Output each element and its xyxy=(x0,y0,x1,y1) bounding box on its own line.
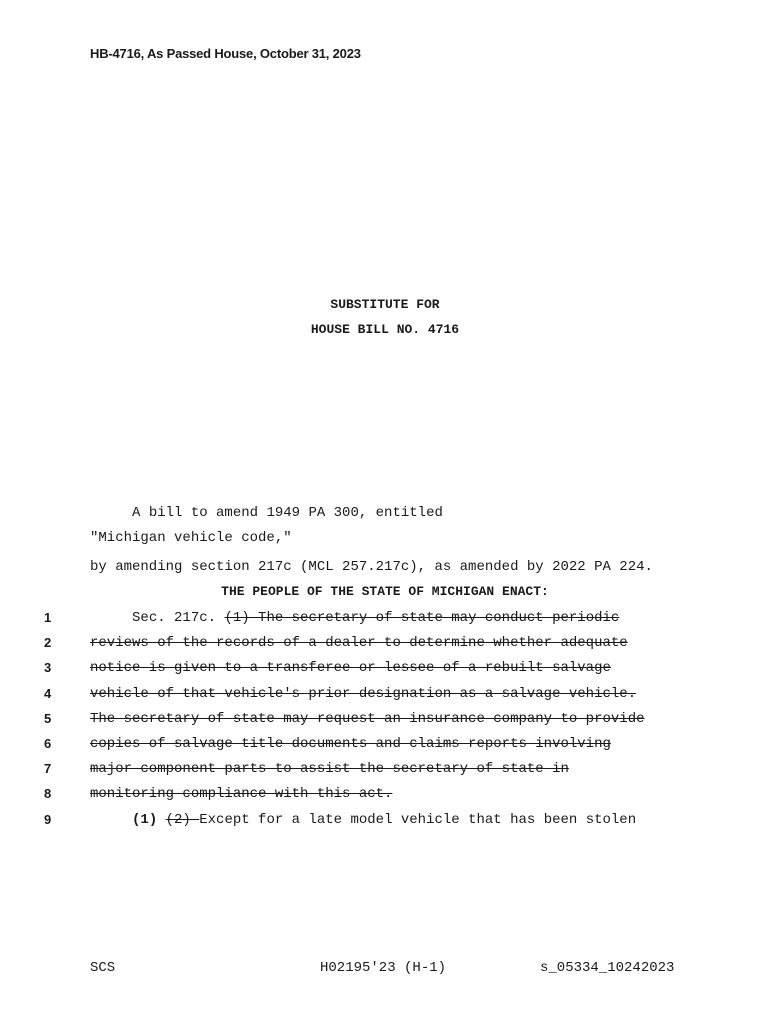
bill-line xyxy=(0,786,770,811)
enacting-clause: THE PEOPLE OF THE STATE OF MICHIGAN ENACT: xyxy=(221,584,549,599)
bill-line xyxy=(0,761,770,786)
section-label: Sec. 217c. xyxy=(132,610,225,626)
title-bill-number: HOUSE BILL NO. 4716 xyxy=(310,322,460,337)
line-number: 9 xyxy=(44,811,52,827)
line-text xyxy=(90,761,569,777)
line-number: 3 xyxy=(44,660,52,676)
bill-line xyxy=(0,812,770,837)
line-number: 1 xyxy=(44,610,52,625)
bill-line xyxy=(0,736,770,761)
footer-center: H02195'23 (H-1) xyxy=(320,960,447,976)
line-text xyxy=(90,786,392,802)
struck-text: The secretary of state may request an insurance company to provide xyxy=(90,710,645,727)
bill-line xyxy=(0,660,770,685)
footer-left: SCS xyxy=(90,960,116,976)
preamble-line-3: by amending section 217c (MCL 257.217c), as amended by 2022 PA 224. xyxy=(90,559,653,575)
bill-line xyxy=(0,686,770,711)
line-text xyxy=(90,660,611,676)
struck-text: monitoring compliance with this act. xyxy=(90,786,393,803)
footer-right: s_05334_10242023 xyxy=(540,960,675,976)
indent xyxy=(90,812,132,828)
line-number: 8 xyxy=(44,786,52,802)
document-header: HB-4716, As Passed House, October 31, 2023 xyxy=(90,46,361,61)
struck-text: major component parts to assist the secretary of state in xyxy=(90,761,569,778)
indent xyxy=(90,610,132,626)
struck-text: (1) The secretary of state may conduct periodic xyxy=(224,610,620,626)
line-text xyxy=(90,711,645,727)
struck-text: copies of salvage title documents and claims reports involving xyxy=(90,736,611,752)
line-text xyxy=(90,736,611,752)
title-substitute: SUBSTITUTE FOR xyxy=(330,297,440,312)
struck-text: reviews of the records of a dealer to determine whether adequate xyxy=(90,635,628,652)
line-text xyxy=(90,812,636,828)
line-text xyxy=(90,635,628,651)
bill-line xyxy=(0,610,770,635)
line-number: 4 xyxy=(44,685,52,701)
line-number: 2 xyxy=(44,635,52,651)
struck-text: vehicle of that vehicle's prior designation as a salvage vehicle. xyxy=(90,685,637,702)
preamble-line-2: "Michigan vehicle code," xyxy=(90,530,292,546)
inserted-subsection-number: (1) xyxy=(132,811,166,828)
retained-text: Except for a late model vehicle that has been stolen xyxy=(199,811,637,828)
struck-text: notice is given to a transferee or lessee of a rebuilt salvage xyxy=(90,660,611,677)
line-text xyxy=(90,610,619,626)
line-number: 6 xyxy=(44,736,52,751)
preamble-line-1: A bill to amend 1949 PA 300, entitled xyxy=(132,505,443,521)
struck-text: (2) xyxy=(165,811,200,828)
line-number: 7 xyxy=(44,761,52,777)
bill-line xyxy=(0,711,770,736)
bill-line xyxy=(0,635,770,660)
line-number: 5 xyxy=(44,710,52,726)
line-text xyxy=(90,686,636,702)
